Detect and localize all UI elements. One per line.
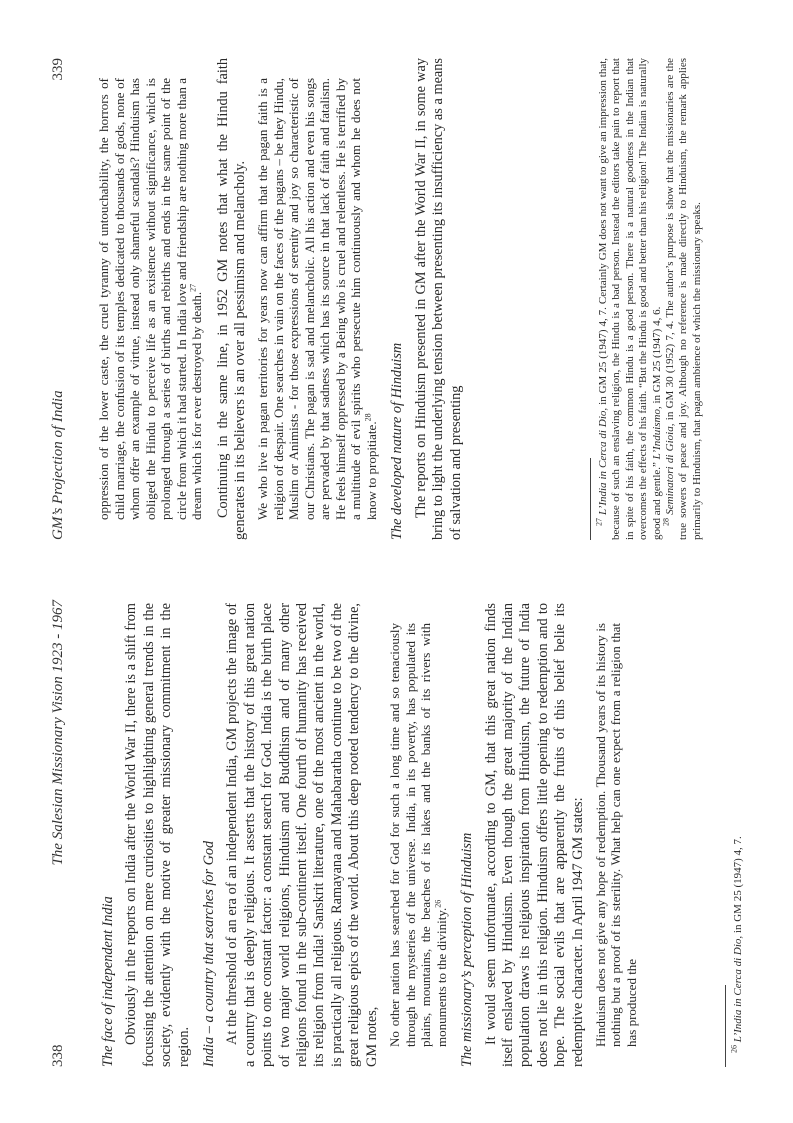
footnote-text: in GM 25 (1947) 4, 7. — [732, 836, 744, 936]
footnote-text: in GM 25 (1947) 4, 6. — [650, 306, 663, 407]
paragraph: At the threshold of an era of an independent India, GM projects the image of a country that is deeply religious. It asserts that the history of this great nation points to one constant factor: a constant search for God. India is the birth place of two major world religions, Hinduism and Buddhism and of many other religions found in the sub-continent itself. One fourth of humanity has received its religion from India! Sanskrit literature, one of the most ancient in the world, is practically all religious. Ramayana and Mahabaratha continue to be two of the great religious epics of the world. About this deep rooted tendency to the divine, GM notes, — [224, 603, 380, 1067]
footnote-ref: 27 — [188, 283, 198, 292]
section-heading: The face of independent India — [100, 896, 116, 1067]
footnote — [661, 58, 704, 540]
left-page-body — [92, 603, 649, 1067]
footnote-source: L’India in Cerca di Dio, — [597, 407, 609, 516]
paragraph: Obviously in the reports on India after the World War II, there is a shift from focussing the attention on mere curiosities to highlighting general trends in the society, evidently with the motive of greater missionary commitment in the region. — [123, 603, 192, 1067]
left-footnotes — [729, 603, 745, 1067]
quote-text: oppression of the lower caste, the cruel tyranny of untouchability, the horrors of child marriage, the confusion of its temples dedicated to thousands of gods, none of whom offer an example of virtue, instead only shameful scandals? Hinduism has obliged the Hindu to perceive life as an existence without significance, which is prolonged through a series of births and rebirths and ends in the same point of the circle from which it had started. In India love and friendship are nothing more than a dream which is for ever destroyed by death. — [96, 78, 204, 520]
left-page-number: 338 — [50, 1044, 66, 1067]
footnote — [594, 57, 664, 540]
footnote-rule — [725, 985, 726, 1067]
footnote — [729, 603, 745, 1067]
footnote-number: 28 — [661, 518, 671, 526]
paragraph: The reports on Hinduism presented in GM after the World War II, in some way bring to light the underlying tension between presenting its insufficiency as a means of salvation and presenting — [412, 58, 464, 540]
footnote-source: L’India in Cerca di Dio, — [732, 935, 744, 1043]
right-page-number: 339 — [50, 58, 66, 81]
paragraph: Continuing in the same line, in 1952 GM notes that what the Hindu faith generates in its believers is an over all pessimism and melancholy. — [214, 58, 248, 540]
section-heading: The missionary’s perception of Hinduism — [459, 832, 476, 1067]
footnote-text: in GM 30 (1952) 7, 4. The author’s purpose is show that the missionaries are the true sowers of peace and joy. Although no reference is made directly to Hinduism, the remark applies primarily to Hinduism, that pagan ambience of which the missionary speaks. — [664, 58, 703, 540]
block-quote — [387, 623, 449, 1047]
paragraph: It would seem unfortunate, according to GM, that this great nation finds itself enslaved by Hinduism. Even though the great majority of the Indian population draws its religious inspiration from Hinduism, the future of India does not lie in this religion. Hinduism offers little opening to redemption and to hope. The social evils that are apparently the fruits of this belief belie its redemptive character. In April 1947 GM states: — [482, 603, 586, 1067]
right-footnotes — [594, 57, 704, 540]
quote-text: We who live in pagan territories for years now can affirm that the pagan faith is a religion of despair. One searches in vain on the faces of the pagans – be they Hindu, Muslim or Animists - for those expressions of serenity and joy so characteristic of our Christians. The pagan is sad and melancholic. All his action and even his songs are pervaded by that sadness which has its source in that lack of faith and fatalism. He feels himself oppressed by a Being who is cruel and relentless. He is terrified by a multitude of evil spirits who persecute him continuously and whom he does not know to propitiate. — [255, 78, 379, 520]
right-page-body — [92, 58, 471, 540]
right-running-title: GM’s Projection of India — [50, 390, 66, 540]
block-quote — [255, 78, 379, 520]
left-page — [0, 562, 793, 1123]
footnote-text: in GM 25 (1947) 4, 7. Certainly GM does not want to give an impression that, because of such an enslaving religion, the Hindu is a bad person. Instead the editors take pain to report that in spite of his faith, the common Hindu is a good person. There is a natural goodness in the Indian that overcomes the effects of his faith. “But the Hindu is good and better than his religion! The Indian is naturally good and gentle.” — [597, 57, 663, 540]
section-heading: The developed nature of Hinduism — [389, 342, 406, 540]
footnote-number: 26 — [729, 1045, 739, 1053]
footnote-number: 27 — [594, 518, 604, 526]
footnote-rule — [590, 458, 591, 540]
footnote-ref: 28 — [363, 413, 373, 422]
footnote-ref: 26 — [433, 899, 443, 908]
block-quote-continued — [96, 78, 205, 520]
section-heading: India – a country that searches for God — [201, 840, 218, 1067]
footnote-source: Seminatori di Gioia, — [664, 423, 677, 515]
left-running-title: The Salesian Missionary Vision 1923 - 1967 — [50, 600, 66, 866]
footnote-source: L’Induismo, — [650, 406, 663, 460]
quote-text: No other nation has searched for God for such a long time and so tenaciously through the mysteries of the universe. India, in its poverty, has populated its plains, mountains, the beaches of its lakes and the banks of its rivers with monuments to the divinity. — [387, 623, 449, 1047]
block-quote: Hinduism does not give any hope of redemption. Thousand years of its history is nothing but a proof of its sterility. What help can one expect from a religion that has produced the — [592, 623, 639, 1047]
